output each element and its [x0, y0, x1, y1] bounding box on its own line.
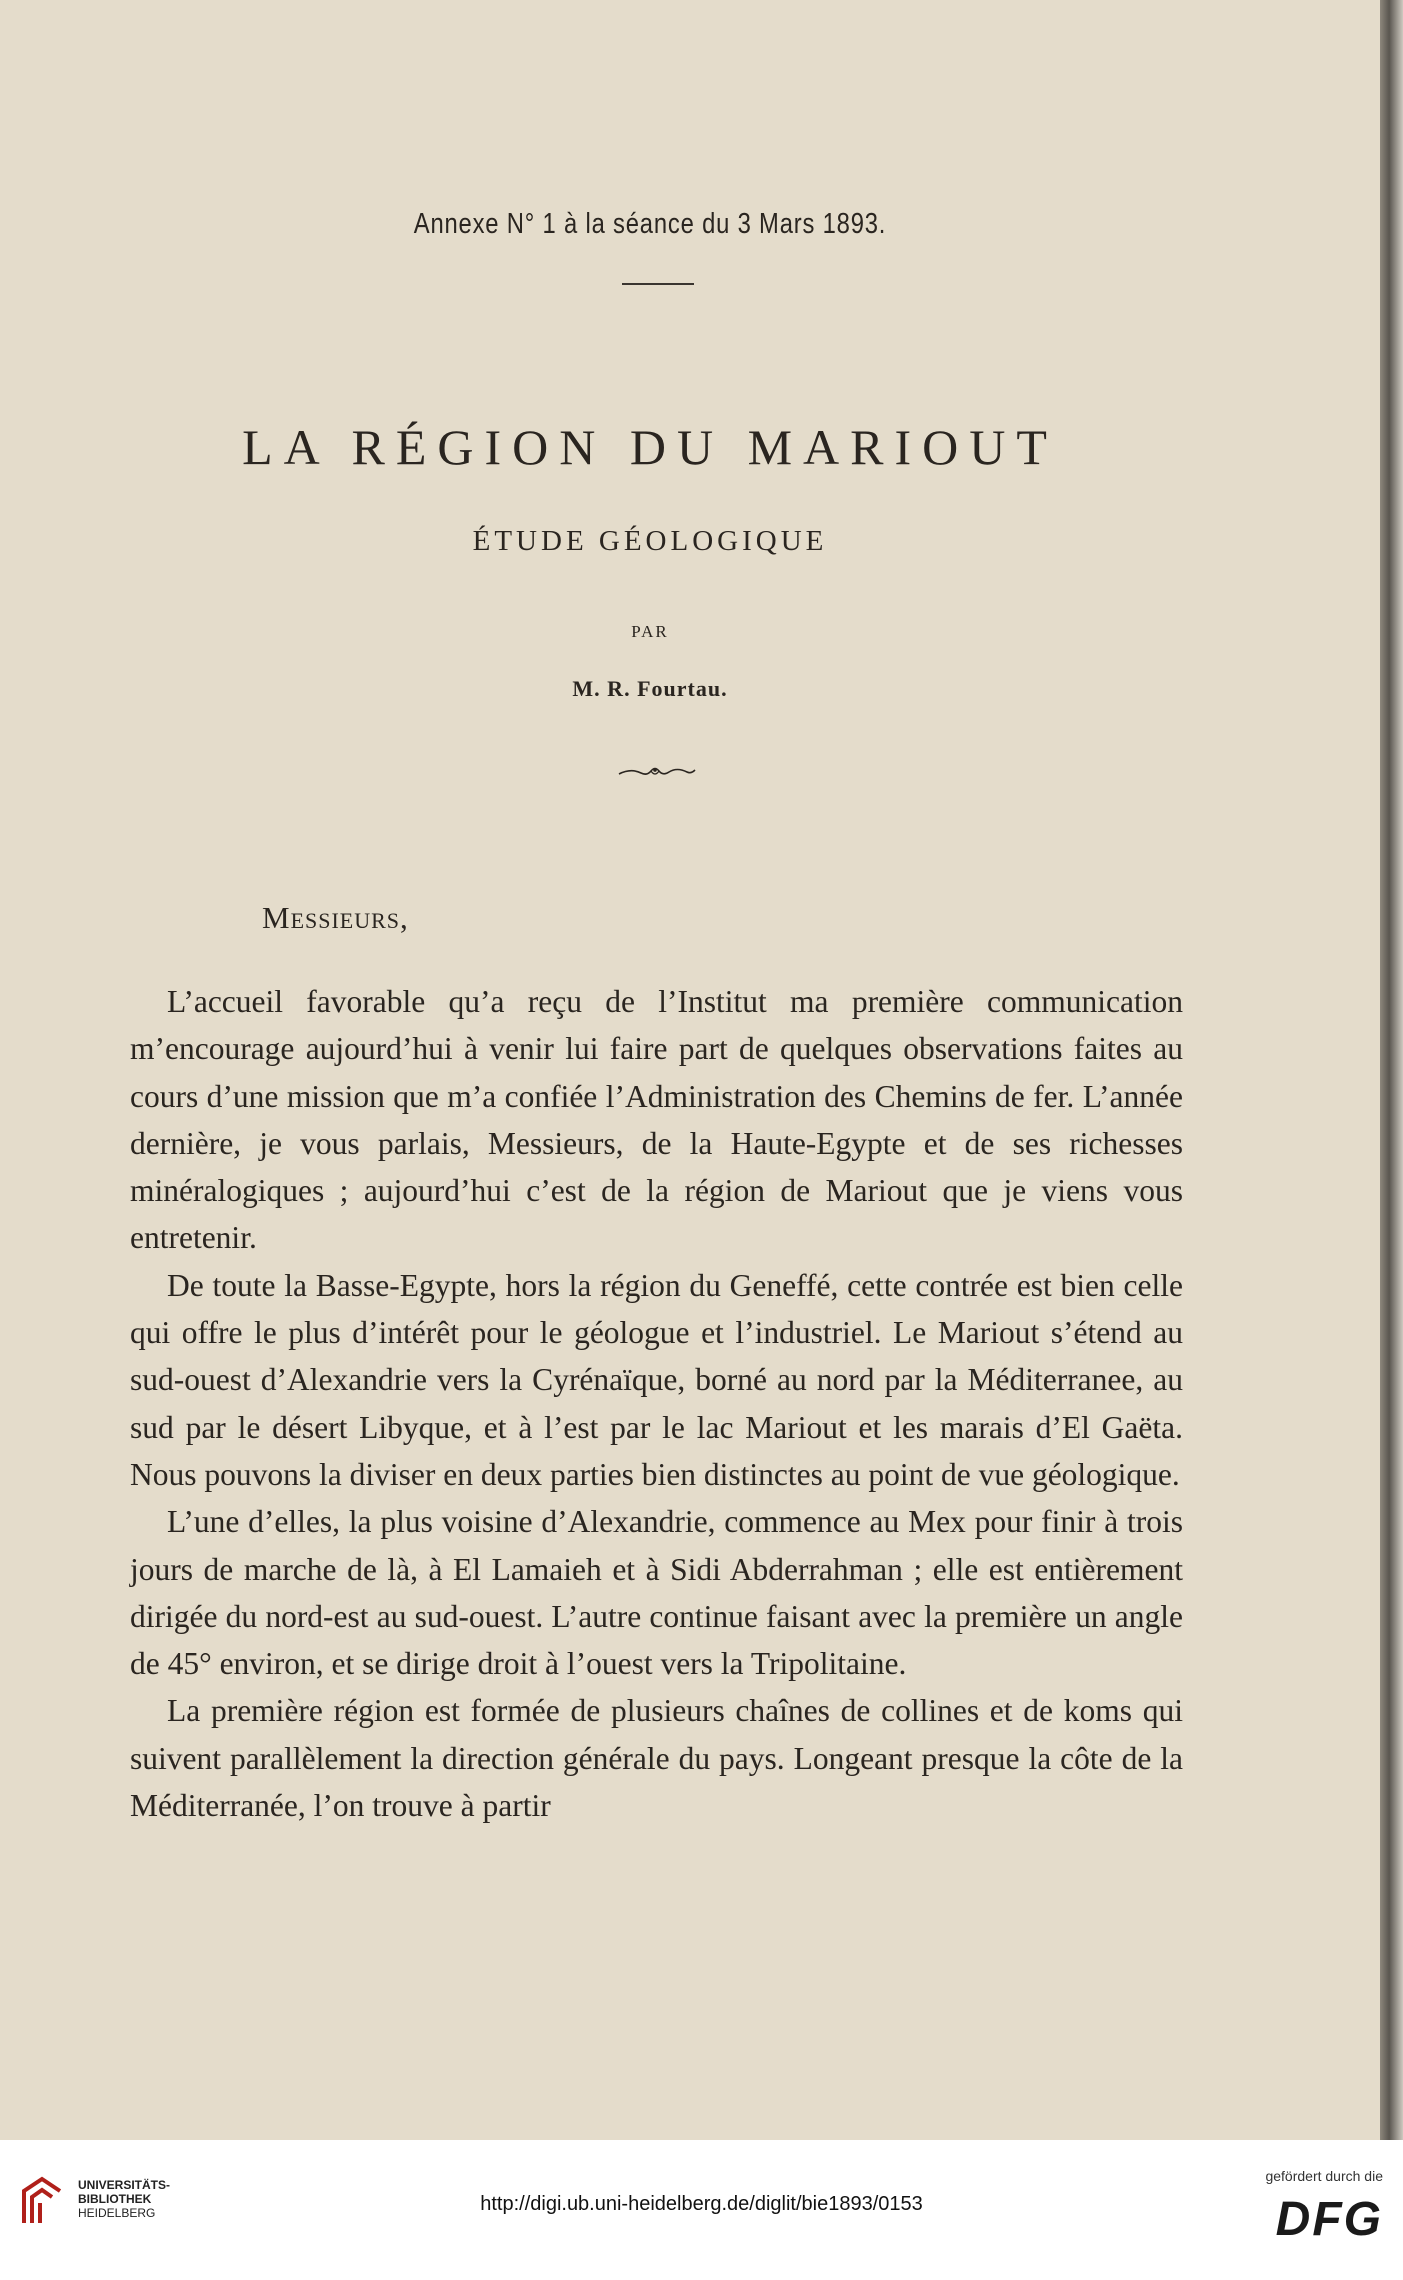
funded-by-label: gefördert durch die	[1265, 2168, 1383, 2184]
annexe-heading: Annexe N° 1 à la séance du 3 Mars 1893.	[413, 208, 887, 240]
paragraph-2: De toute la Basse-Egypte, hors la région du Geneffé, cette contrée est bien celle qui offre le plus d’intérêt pour le géologue et l’industriel. Le Mariout s’étend au sud-ouest d’Alexandrie vers la Cyrénaïque, borné au nord par la Méditerranee, au sud par le désert Libyque, et à l’est par le lac Mariout et les marais d’El Gaëta. Nous pouvons la diviser en deux parties bien distinctes au point de vue géologique.	[130, 1267, 1183, 1492]
fleuron-ornament-icon	[617, 762, 697, 782]
permalink-url[interactable]: http://digi.ub.uni-heidelberg.de/diglit/bie1893/0153	[480, 2193, 923, 2215]
paragraph-1: L’accueil favorable qu’a reçu de l’Institut ma première communication m’encourage aujourd’hui à venir lui faire part de quelques observations faites au cours d’une mission que m’a confiée l’Administration des Chemins de fer. L’année dernière, je vous parlais, Messieurs, de la Haute-Egypte et de ses richesses minéralogiques ; aujourd’hui c’est de la région de Mariout que je viens vous entretenir.	[130, 984, 1183, 1256]
body-text	[130, 978, 1183, 1829]
heading-rule	[622, 283, 694, 285]
paragraph-4: La première région est formée de plusieurs chaînes de collines et de koms qui suivent parallèlement la direction générale du pays. Longeant presque la côte de la Méditerranée, l’on trouve à partir	[130, 1693, 1183, 1824]
dfg-logo: DFG	[1275, 2193, 1383, 2246]
author-name: M. R. Fourtau.	[572, 676, 728, 701]
document-title: LA RÉGION DU MARIOUT	[242, 419, 1058, 475]
document-subtitle: ÉTUDE GÉOLOGIQUE	[472, 525, 828, 557]
library-name-line1: UNIVERSITÄTS-	[78, 2178, 171, 2192]
page-binding-edge	[1380, 0, 1403, 2140]
salutation: Messieurs,	[262, 900, 409, 935]
paragraph-3: L’une d’elles, la plus voisine d’Alexandrie, commence au Mex pour finir à trois jours de marche de là, à El Lamaieh et à Sidi Abderrahman ; elle est entièrement dirigée du nord-est au sud-ouest. L’autre continue faisant avec la première un angle de 45° environ, et se dirige droit à l’ouest vers la Tripolitaine.	[130, 1504, 1183, 1682]
by-label: PAR	[631, 622, 669, 641]
library-name-line3: HEIDELBERG	[78, 2206, 156, 2220]
library-name-line2: BIBLIOTHEK	[78, 2192, 152, 2206]
